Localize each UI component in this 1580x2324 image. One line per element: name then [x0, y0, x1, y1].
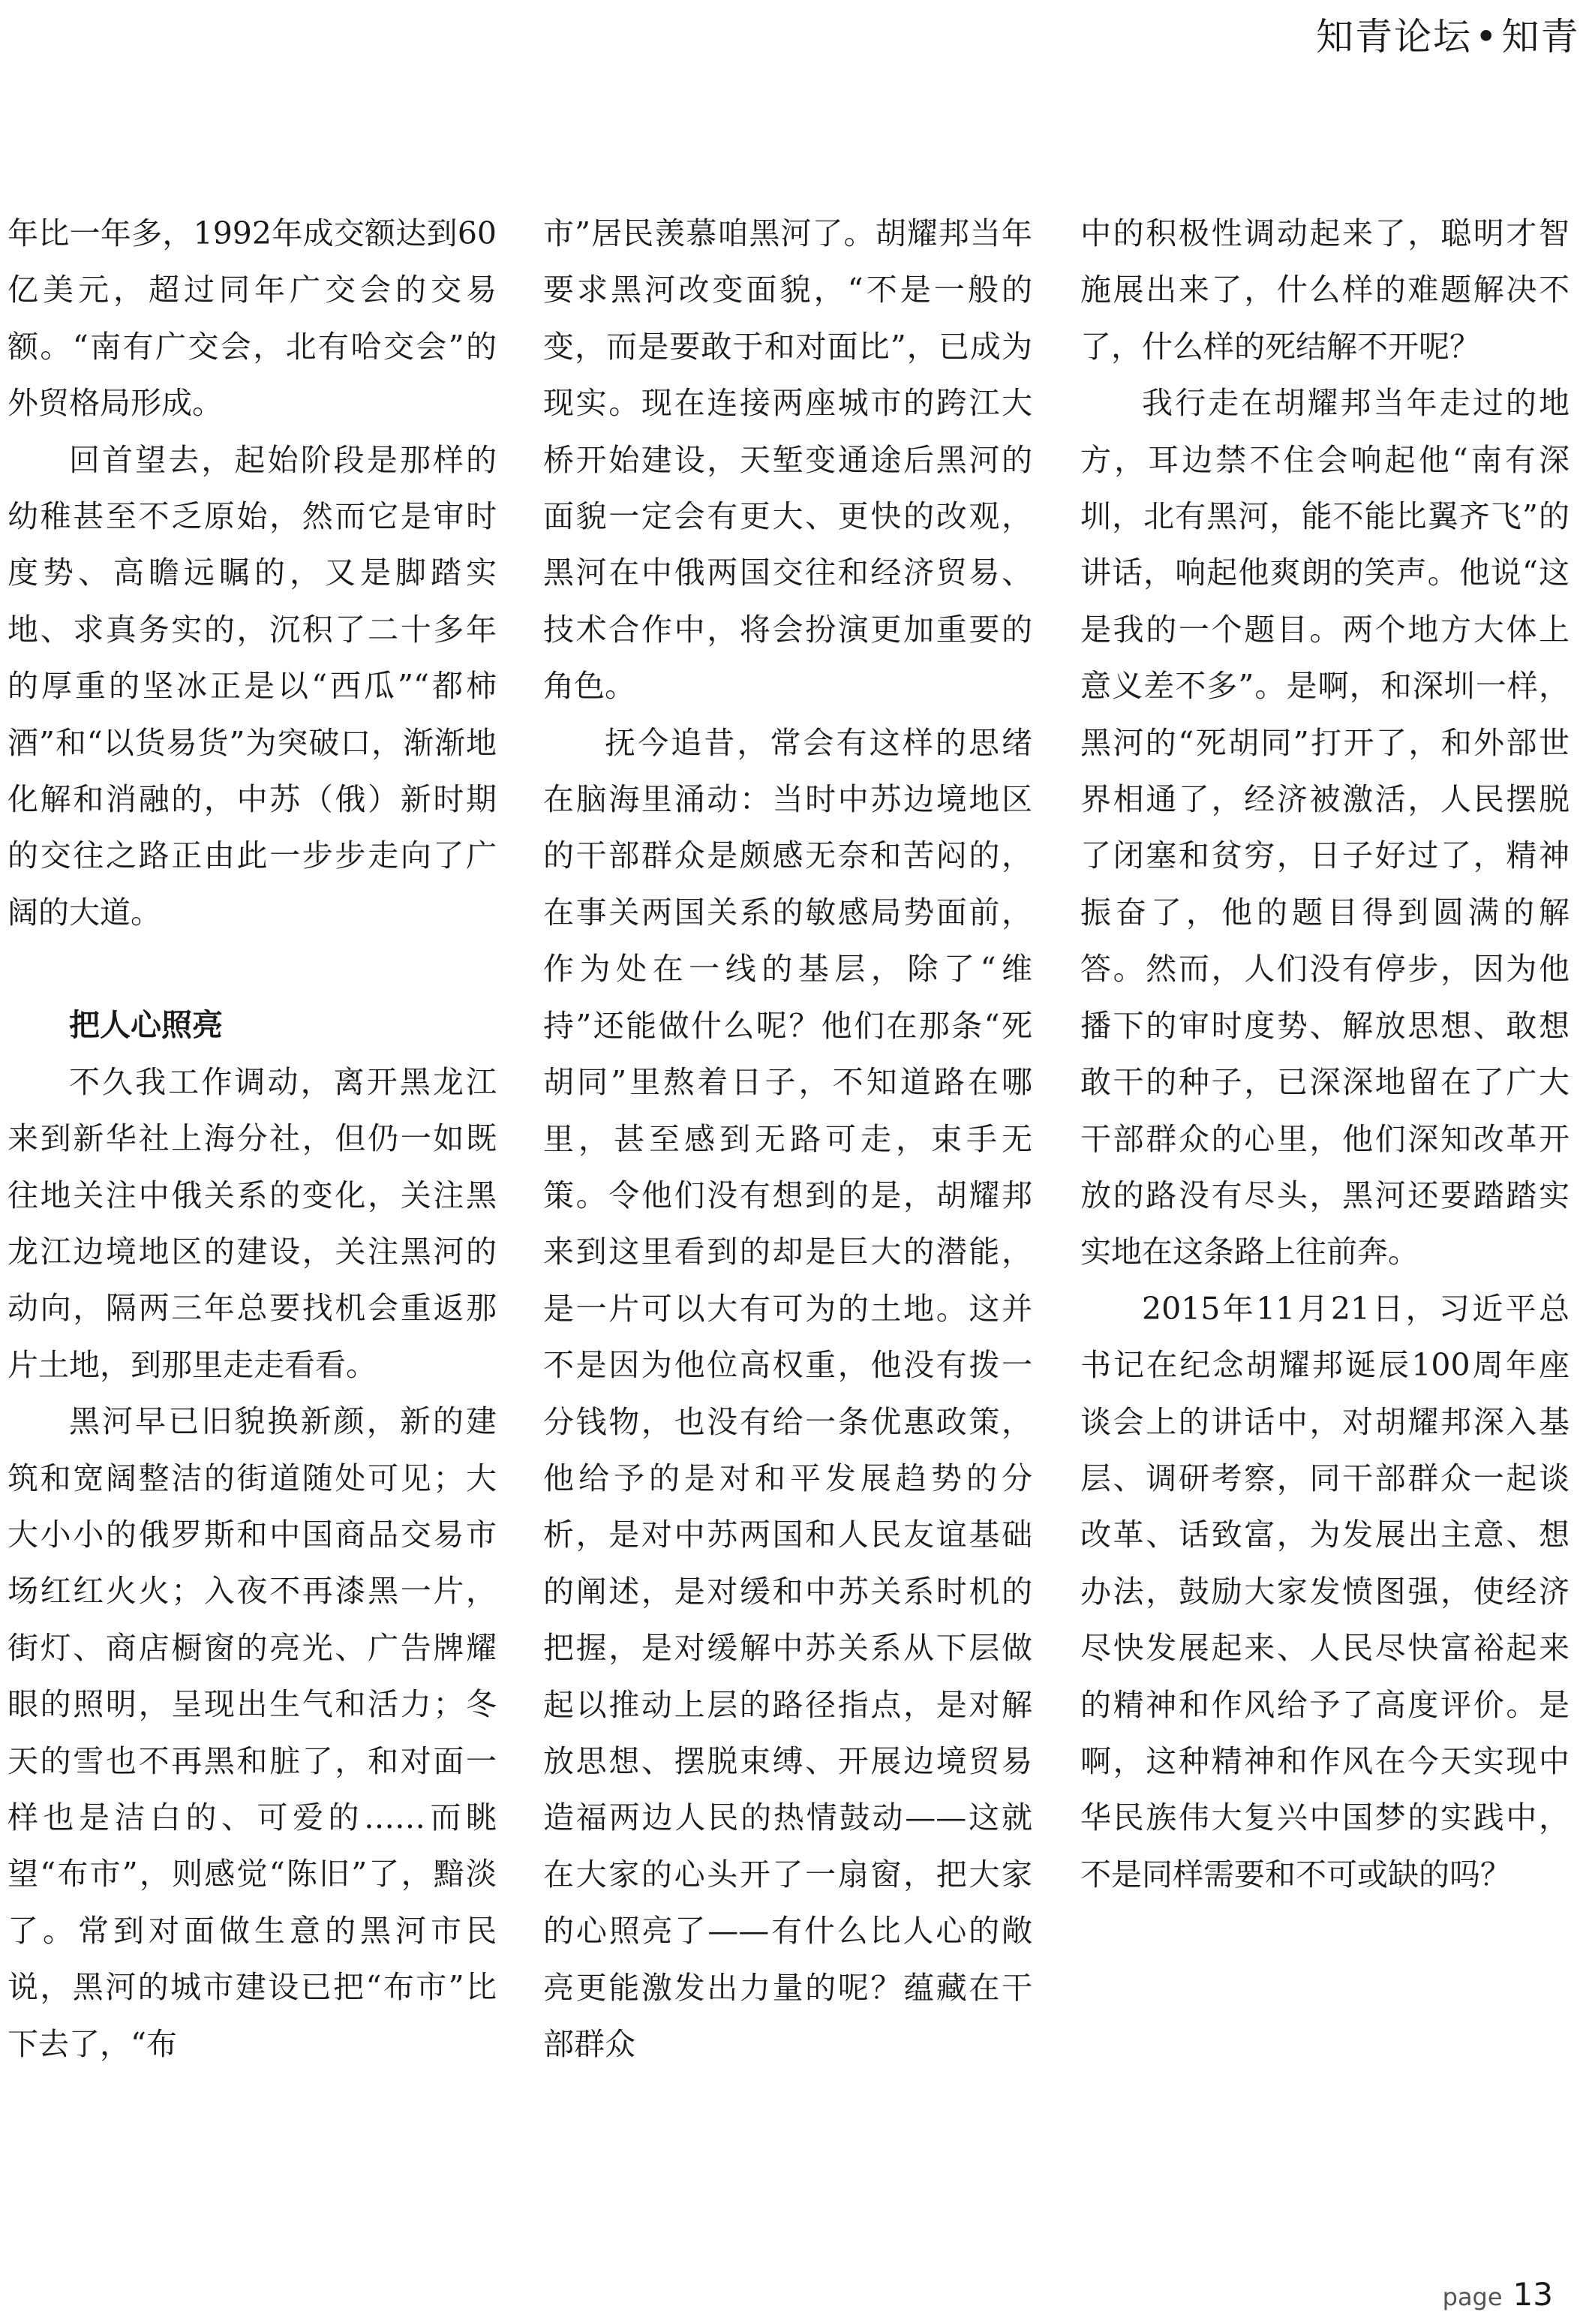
header-section: 知青论坛 [1316, 15, 1472, 59]
paragraph: 黑河早已旧貌换新颜，新的建筑和宽阔整洁的街道随处可见；大大小小的俄罗斯和中国商品交易市场红红火火；入夜不再漆黑一片，街灯、商店橱窗的亮光、广告牌耀眼的照明，呈现出生气和活力；冬天的雪也不再黑和脏了，和对面一样也是洁白的、可爱的……而眺望“布市”，则感觉“陈旧”了，黯淡了。常到对面做生意的黑河市民说，黑河的城市建设已把“布市”比下去了，“布 [8, 1403, 497, 2062]
paragraph: 我行走在胡耀邦当年走过的地方，耳边禁不住会响起他“南有深圳，北有黑河，能不能比翼齐飞”的讲话，响起他爽朗的笑声。他说“这是我的一个题目。两个地方大体上意义差不多”。是啊，和深圳一样，黑河的“死胡同”打开了，和外部世界相通了，经济被激活，人民摆脱了闭塞和贫穷，日子好过了，精神振奋了，他的题目得到圆满的解答。然而，人们没有停步，因为他播下的审时度势、解放思想、敢想敢干的种子，已深深地留在了广大干部群众的心里，他们深知改革开放的路没有尽头，黑河还要踏踏实实地在这条路上往前奔。 [1080, 385, 1569, 1270]
paragraph: 不久我工作调动，离开黑龙江来到新华社上海分社，但仍一如既往地关注中俄关系的变化，关注黑龙江边境地区的建设，关注黑河的动向，隔两三年总要找机会重返那片土地，到那里走走看看。 [8, 1063, 497, 1383]
header-separator: • [1475, 15, 1499, 59]
paragraph: 年比一年多，1992年成交额达到60亿美元，超过同年广交会的交易额。“南有广交会，北有哈交会”的外贸格局形成。 [8, 215, 497, 422]
page-number: 13 [1512, 2276, 1553, 2313]
text-column-1 [8, 206, 497, 2073]
header-subsection: 知青 [1501, 15, 1580, 59]
page-footer [1443, 2272, 1553, 2317]
text-column-3 [1080, 206, 1569, 1903]
text-column-2 [543, 206, 1032, 2073]
page-label: page [1442, 2283, 1503, 2311]
paragraph: 抚今追昔，常会有这样的思绪在脑海里涌动：当时中苏边境地区的干部群众是颇感无奈和苦闷的，在事关两国关系的敏感局势面前，作为处在一线的基层，除了“维持”还能做什么呢？他们在那条“死胡同”里熬着日子，不知道路在哪里，甚至感到无路可走，束手无策。令他们没有想到的是，胡耀邦来到这里看到的却是巨大的潜能，是一片可以大有可为的土地。这并不是因为他位高权重，他没有拨一分钱物，也没有给一条优惠政策，他给予的是对和平发展趋势的分析，是对中苏两国和人民友谊基础的阐述，是对缓和中苏关系时机的把握，是对缓解中苏关系从下层做起以推动上层的路径指点，是对解放思想、摆脱束缚、开展边境贸易造福两边人民的热情鼓动——这就在大家的心头开了一扇窗，把大家的心照亮了——有什么比人心的敞亮更能激发出力量的呢？蕴藏在干部群众 [543, 724, 1032, 2062]
section-heading: 把人心照亮 [69, 1007, 223, 1044]
paragraph: 2015年11月21日，习近平总书记在纪念胡耀邦诞辰100周年座谈会上的讲话中，对胡耀邦深入基层、调研考察，同干部群众一起谈改革、话致富，为发展出主意、想办法，鼓励大家发愤图强，使经济尽快发展起来、人民尽快富裕起来的精神和作风给予了高度评价。是啊，这种精神和作风在今天实现中华民族伟大复兴中国梦的实践中，不是同样需要和不可或缺的吗？ [1080, 1290, 1569, 1893]
paragraph: 回首望去，起始阶段是那样的幼稚甚至不乏原始，然而它是审时度势、高瞻远瞩的，又是脚踏实地、求真务实的，沉积了二十多年的厚重的坚冰正是以“西瓜”“都柿酒”和“以货易货”为突破口，渐渐地化解和消融的，中苏（俄）新时期的交往之路正由此一步步走向了广阔的大道。 [8, 441, 497, 931]
running-header [1316, 11, 1580, 63]
paragraph: 中的积极性调动起来了，聪明才智施展出来了，什么样的难题解决不了，什么样的死结解不开呢？ [1080, 215, 1569, 365]
paragraph: 市”居民羡慕咱黑河了。胡耀邦当年要求黑河改变面貌，“不是一般的变，而是要敢于和对面比”，已成为现实。现在连接两座城市的跨江大桥开始建设，天堑变通途后黑河的面貌一定会有更大、更快的改观，黑河在中俄两国交往和经济贸易、技术合作中，将会扮演更加重要的角色。 [543, 215, 1032, 705]
